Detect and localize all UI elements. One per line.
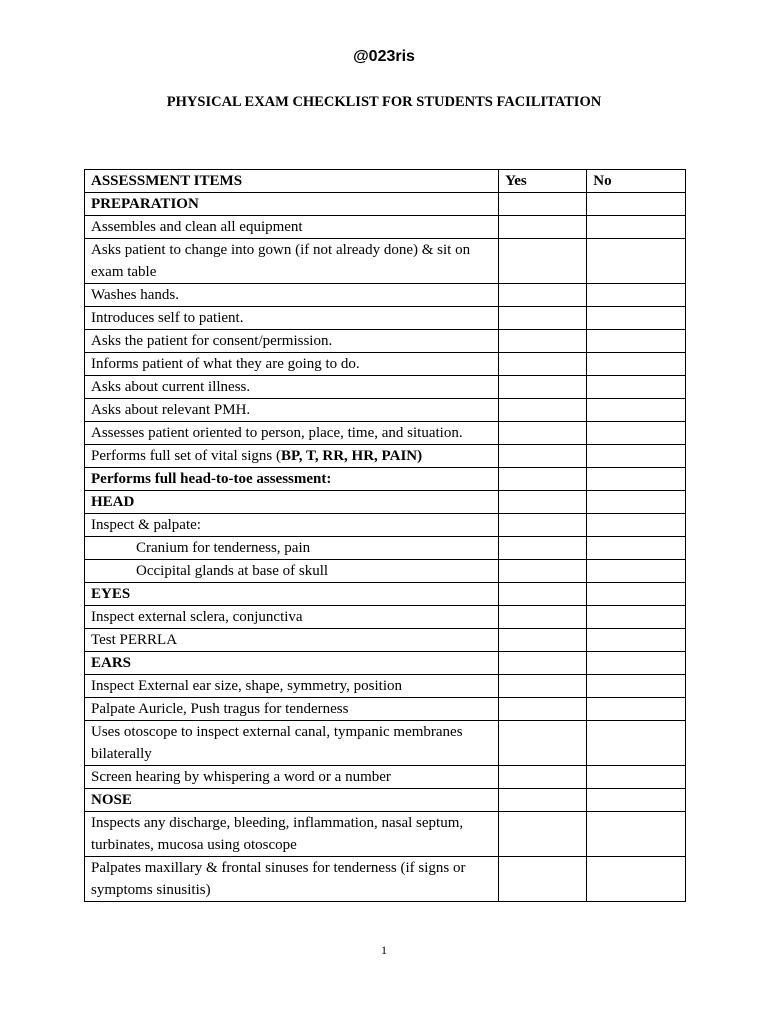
yes-check-cell[interactable] bbox=[499, 399, 587, 422]
section-header-row bbox=[85, 583, 686, 606]
yes-check-cell[interactable] bbox=[499, 537, 587, 560]
assessment-item-cell bbox=[85, 652, 499, 675]
section-header-row bbox=[85, 652, 686, 675]
assessment-item-cell bbox=[85, 193, 499, 216]
no-check-cell[interactable] bbox=[587, 857, 686, 902]
no-check-cell[interactable] bbox=[587, 675, 686, 698]
assessment-item-bold-text: BP, T, RR, HR, PAIN) bbox=[280, 448, 423, 464]
yes-check-cell[interactable] bbox=[499, 353, 587, 376]
yes-check-cell[interactable] bbox=[499, 239, 587, 284]
yes-check-cell[interactable] bbox=[499, 789, 587, 812]
no-check-cell[interactable] bbox=[587, 629, 686, 652]
yes-check-cell[interactable] bbox=[499, 606, 587, 629]
assessment-item-text: Assembles and clean all equipment bbox=[91, 219, 303, 235]
assessment-item-cell bbox=[85, 675, 499, 698]
yes-check-cell[interactable] bbox=[499, 857, 587, 902]
assessment-item-text: Inspects any discharge, bleeding, inflammation, nasal septum, turbinates, mucosa using otoscope bbox=[91, 815, 464, 853]
assessment-checklist-table bbox=[84, 169, 686, 902]
assessment-item-cell bbox=[85, 857, 499, 902]
no-check-cell[interactable] bbox=[587, 193, 686, 216]
table-row bbox=[85, 216, 686, 239]
assessment-item-text: Screen hearing by whispering a word or a number bbox=[91, 769, 391, 785]
table-row bbox=[85, 445, 686, 468]
yes-check-cell[interactable] bbox=[499, 812, 587, 857]
table-row bbox=[85, 721, 686, 766]
assessment-item-cell bbox=[85, 284, 499, 307]
no-check-cell[interactable] bbox=[587, 353, 686, 376]
assessment-item-cell bbox=[85, 766, 499, 789]
assessment-item-cell bbox=[85, 583, 499, 606]
section-header-row bbox=[85, 789, 686, 812]
assessment-item-cell bbox=[85, 399, 499, 422]
yes-check-cell[interactable] bbox=[499, 766, 587, 789]
yes-check-cell[interactable] bbox=[499, 468, 587, 491]
no-check-cell[interactable] bbox=[587, 537, 686, 560]
assessment-item-cell bbox=[85, 216, 499, 239]
no-check-cell[interactable] bbox=[587, 307, 686, 330]
no-check-cell[interactable] bbox=[587, 583, 686, 606]
assessment-item-cell bbox=[85, 606, 499, 629]
assessment-item-cell bbox=[85, 491, 499, 514]
column-header-no: No bbox=[587, 170, 686, 193]
yes-check-cell[interactable] bbox=[499, 675, 587, 698]
yes-check-cell[interactable] bbox=[499, 491, 587, 514]
assessment-item-cell bbox=[85, 629, 499, 652]
table-row bbox=[85, 307, 686, 330]
column-header-items: ASSESSMENT ITEMS bbox=[85, 170, 499, 193]
assessment-item-text: Washes hands. bbox=[91, 287, 179, 303]
no-check-cell[interactable] bbox=[587, 399, 686, 422]
assessment-item-text: Inspect external sclera, conjunctiva bbox=[91, 609, 303, 625]
no-check-cell[interactable] bbox=[587, 652, 686, 675]
yes-check-cell[interactable] bbox=[499, 652, 587, 675]
table-row bbox=[85, 353, 686, 376]
assessment-item-text: Palpates maxillary & frontal sinuses for tenderness (if signs or symptoms sinusitis) bbox=[91, 860, 466, 898]
assessment-item-cell bbox=[85, 239, 499, 284]
assessment-item-cell bbox=[85, 376, 499, 399]
table-row bbox=[85, 422, 686, 445]
yes-check-cell[interactable] bbox=[499, 307, 587, 330]
assessment-item-cell bbox=[85, 422, 499, 445]
no-check-cell[interactable] bbox=[587, 698, 686, 721]
no-check-cell[interactable] bbox=[587, 560, 686, 583]
yes-check-cell[interactable] bbox=[499, 583, 587, 606]
table-row bbox=[85, 537, 686, 560]
assessment-item-text: Asks about current illness. bbox=[91, 379, 251, 395]
section-header-row bbox=[85, 193, 686, 216]
table-row bbox=[85, 376, 686, 399]
table-row bbox=[85, 812, 686, 857]
no-check-cell[interactable] bbox=[587, 491, 686, 514]
yes-check-cell[interactable] bbox=[499, 560, 587, 583]
assessment-item-cell bbox=[85, 789, 499, 812]
table-row bbox=[85, 399, 686, 422]
assessment-item-text: Asks patient to change into gown (if not already done) & sit on exam table bbox=[91, 242, 471, 280]
no-check-cell[interactable] bbox=[587, 330, 686, 353]
assessment-item-cell bbox=[85, 812, 499, 857]
no-check-cell[interactable] bbox=[587, 789, 686, 812]
assessment-item-text: Uses otoscope to inspect external canal, tympanic membranes bilaterally bbox=[91, 724, 463, 762]
assessment-item-text: EARS bbox=[91, 655, 132, 671]
yes-check-cell[interactable] bbox=[499, 629, 587, 652]
assessment-item-text: Palpate Auricle, Push tragus for tenderness bbox=[91, 701, 349, 717]
table-row bbox=[85, 606, 686, 629]
yes-check-cell[interactable] bbox=[499, 193, 587, 216]
assessment-item-text: Inspect & palpate: bbox=[91, 517, 201, 533]
document-handle: @023ris bbox=[353, 48, 415, 65]
assessment-item-text: HEAD bbox=[91, 494, 135, 510]
assessment-item-cell bbox=[85, 560, 499, 583]
no-check-cell[interactable] bbox=[587, 216, 686, 239]
page-number: 1 bbox=[381, 943, 387, 957]
assessment-item-cell bbox=[85, 514, 499, 537]
assessment-item-cell bbox=[85, 537, 499, 560]
yes-check-cell[interactable] bbox=[499, 698, 587, 721]
table-row bbox=[85, 514, 686, 537]
table-row bbox=[85, 857, 686, 902]
assessment-item-cell bbox=[85, 721, 499, 766]
no-check-cell[interactable] bbox=[587, 422, 686, 445]
assessment-item-text: Test PERRLA bbox=[91, 632, 178, 648]
table-row bbox=[85, 284, 686, 307]
assessment-item-cell bbox=[85, 353, 499, 376]
column-header-yes: Yes bbox=[499, 170, 587, 193]
assessment-item-text: NOSE bbox=[91, 792, 132, 808]
no-check-cell[interactable] bbox=[587, 766, 686, 789]
table-row bbox=[85, 766, 686, 789]
assessment-item-text: Asks about relevant PMH. bbox=[91, 402, 251, 418]
assessment-item-text: Occipital glands at base of skull bbox=[136, 563, 329, 579]
table-row bbox=[85, 675, 686, 698]
table-header-row bbox=[85, 170, 686, 193]
assessment-item-text: Asks the patient for consent/permission. bbox=[91, 333, 333, 349]
assessment-item-cell bbox=[85, 445, 499, 468]
assessment-item-text: Performs full head-to-toe assessment: bbox=[91, 471, 332, 487]
assessment-item-text: Cranium for tenderness, pain bbox=[136, 540, 311, 556]
yes-check-cell[interactable] bbox=[499, 721, 587, 766]
yes-check-cell[interactable] bbox=[499, 514, 587, 537]
no-check-cell[interactable] bbox=[587, 376, 686, 399]
assessment-item-text: Inspect External ear size, shape, symmetry, position bbox=[91, 678, 403, 694]
assessment-item-cell bbox=[85, 468, 499, 491]
no-check-cell[interactable] bbox=[587, 239, 686, 284]
assessment-item-cell bbox=[85, 698, 499, 721]
no-check-cell[interactable] bbox=[587, 468, 686, 491]
table-row bbox=[85, 330, 686, 353]
yes-check-cell[interactable] bbox=[499, 330, 587, 353]
assessment-item-text: Assesses patient oriented to person, place, time, and situation. bbox=[91, 425, 463, 441]
assessment-item-cell bbox=[85, 330, 499, 353]
assessment-item-cell bbox=[85, 307, 499, 330]
no-check-cell[interactable] bbox=[587, 721, 686, 766]
yes-check-cell[interactable] bbox=[499, 445, 587, 468]
table-row bbox=[85, 698, 686, 721]
assessment-item-text: Informs patient of what they are going to do. bbox=[91, 356, 360, 372]
yes-check-cell[interactable] bbox=[499, 284, 587, 307]
assessment-item-text: EYES bbox=[91, 586, 131, 602]
section-header-row bbox=[85, 491, 686, 514]
assessment-item-text: Introduces self to patient. bbox=[91, 310, 244, 326]
no-check-cell[interactable] bbox=[587, 812, 686, 857]
no-check-cell[interactable] bbox=[587, 445, 686, 468]
yes-check-cell[interactable] bbox=[499, 376, 587, 399]
table-row bbox=[85, 239, 686, 284]
table-row bbox=[85, 560, 686, 583]
document-title: PHYSICAL EXAM CHECKLIST FOR STUDENTS FACILITATION bbox=[166, 94, 602, 110]
yes-check-cell[interactable] bbox=[499, 216, 587, 239]
assessment-item-text: PREPARATION bbox=[91, 196, 199, 212]
no-check-cell[interactable] bbox=[587, 606, 686, 629]
table-row bbox=[85, 629, 686, 652]
table-row bbox=[85, 468, 686, 491]
yes-check-cell[interactable] bbox=[499, 422, 587, 445]
assessment-item-text: Performs full set of vital signs ( bbox=[91, 448, 281, 464]
no-check-cell[interactable] bbox=[587, 284, 686, 307]
no-check-cell[interactable] bbox=[587, 514, 686, 537]
